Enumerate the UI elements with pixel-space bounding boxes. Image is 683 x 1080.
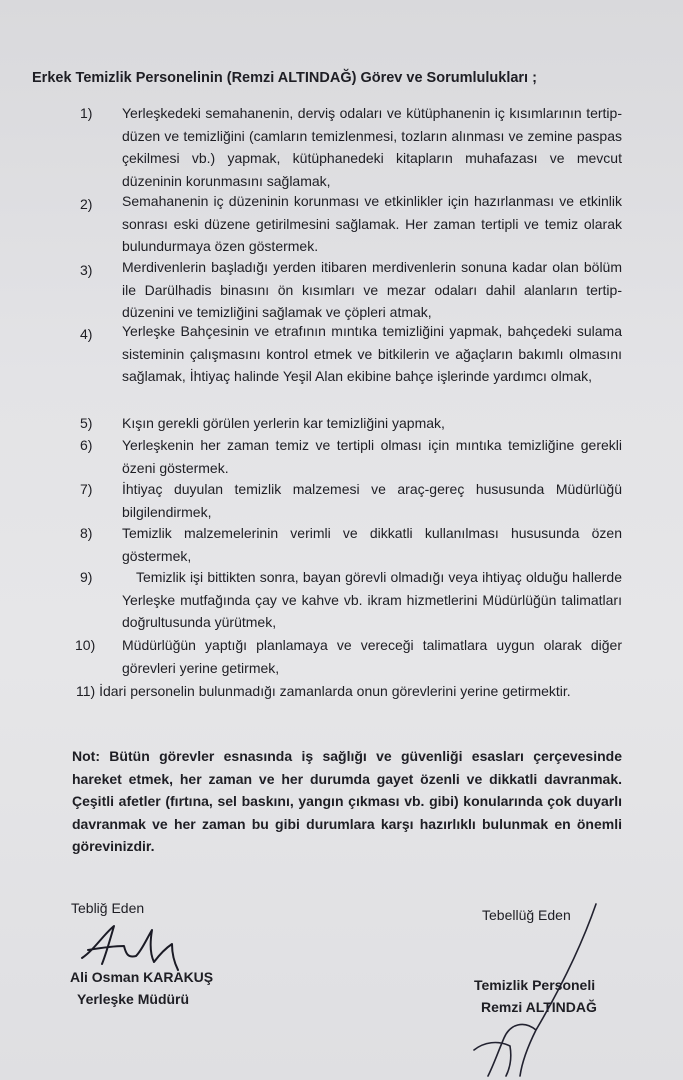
item-text: Yerleşke Bahçesinin ve etrafının mıntıka temizliğini yapmak, bahçedeki sulama sisteminin çalışmasını kontrol etmek ve bitkilerin ve ağaçların bakımlı olmasını sağlamak, İhtiyaç halinde Yeşil Alan ekibine bahçe işlerinde yardımcı olmak, <box>122 323 622 384</box>
right-signer-title: Temizlik Personeli <box>474 977 596 993</box>
item-text: Merdivenlerin başladığı yerden itibaren merdivenlerin sonuna kadar olan bölüm ile Darülhadis binasını ön kısımları ve mezar odaları dahil alanların tertip-düzenini ve temizliğini sağlamak ve çöpleri atmak, <box>122 259 622 320</box>
item-number: 9) <box>80 569 93 585</box>
item-number: 2) <box>80 196 93 212</box>
item-text: Yerleşkedeki semahanenin, derviş odaları ve kütüphanenin iç kısımlarının tertip-düzen ve temizliğini (camların temizlenmesi, tozların alınması ve zemine paspas çekilmesi vb.) yapmak, kütüphanedeki kitapların muhafazası ve mevcut düzeninin korunmasını sağlamak, <box>122 105 622 189</box>
item-text: İhtiyaç duyulan temizlik malzemesi ve araç-gereç hususunda Müdürlüğü bilgilendirmek, <box>122 481 622 520</box>
item-text: Temizlik işi bittikten sonra, bayan görevli olmadığı veya ihtiyaç olduğu hallerde Yerleşke mutfağında çay ve kahve vb. ikram hizmetlerini Müdürlüğün talimatları doğrultusunda yürütmek, <box>122 569 622 630</box>
document-title: Erkek Temizlik Personelinin (Remzi ALTINDAĞ) Görev ve Sorumlulukları ; <box>32 70 537 86</box>
last-item: 11) İdari personelin bulunmadığı zamanlarda onun görevlerini yerine getirmektir. <box>76 683 571 699</box>
item-number: 1) <box>80 105 93 121</box>
left-signer-title: Yerleşke Müdürü <box>77 991 190 1007</box>
item-number: 6) <box>80 437 93 453</box>
item-text: Temizlik malzemelerinin verimli ve dikkatli kullanılması hususunda özen göstermek, <box>122 525 622 564</box>
item-number: 8) <box>80 525 93 541</box>
right-signer-name: Remzi ALTINDAĞ <box>481 999 597 1015</box>
left-signature-label: Tebliğ Eden <box>71 900 145 916</box>
item-text: Semahanenin iç düzeninin korunması ve etkinlikler için hazırlanması ve etkinlik sonrası eski düzene getirilmesini sağlamak. Her zaman tertipli ve temiz olarak bulundurmaya özen göstermek. <box>122 193 622 254</box>
item-number: 3) <box>80 262 93 278</box>
item-text: Yerleşkenin her zaman temiz ve tertipli olması için mıntıka temizliğine gerekli özeni göstermek. <box>122 437 622 476</box>
item-text: Müdürlüğün yaptığı planlamaya ve vereceği talimatlara uygun olarak diğer görevleri yerine getirmek, <box>122 637 622 676</box>
right-signature-label: Tebellüğ Eden <box>482 907 571 923</box>
left-signature-scribble <box>80 920 190 975</box>
item-number: 5) <box>80 415 93 431</box>
right-signature-scribble <box>470 900 610 1080</box>
left-signer-name: Ali Osman KARAKUŞ <box>70 969 214 985</box>
item-number: 7) <box>80 481 93 497</box>
item-number: 4) <box>80 326 93 342</box>
item-number: 10) <box>75 637 96 653</box>
note-paragraph: Not: Bütün görevler esnasında iş sağlığı ve güvenliği esasları çerçevesinde hareket etmek, her zaman ve her durumda gayet özenli ve dikkatli davranmak. Çeşitli afetler (fırtına, sel baskını, yangın çıkması vb. gibi) konularında çok duyarlı davranmak ve her zaman bu gibi durumlara karşı hazırlıklı bulunmak en önemli görevinizdir. <box>72 748 622 855</box>
item-text: Kışın gerekli görülen yerlerin kar temizliğini yapmak, <box>122 415 445 431</box>
